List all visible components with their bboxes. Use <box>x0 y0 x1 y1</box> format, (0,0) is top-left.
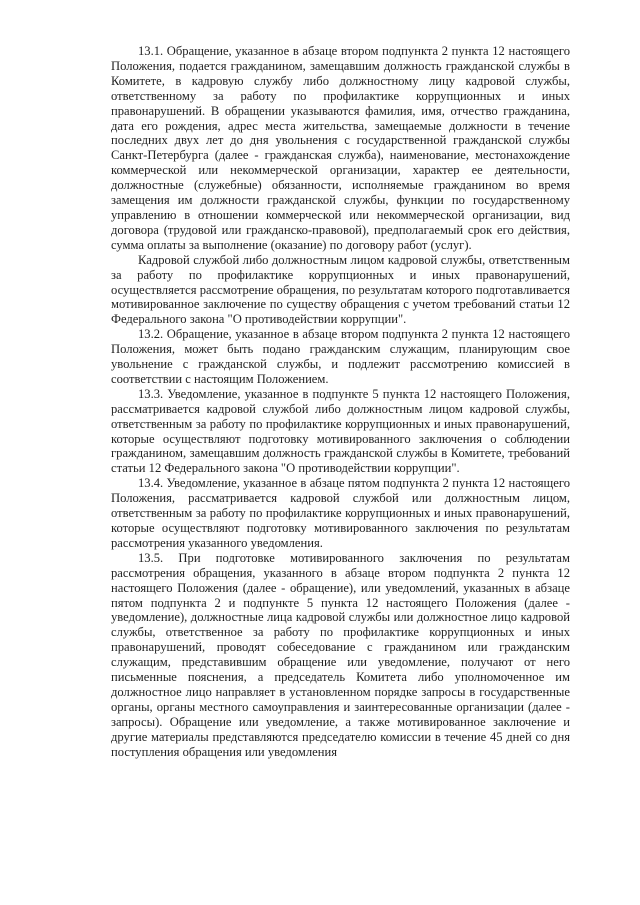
document-body <box>111 44 570 760</box>
paragraph-13-2: 13.2. Обращение, указанное в абзаце втором подпункта 2 пункта 12 настоящего Положения, может быть подано гражданским служащим, планирующим свое увольнение с гражданской службы, и подлежит рассмотрению комиссией в соответствии с настоящим Положением. <box>111 327 570 386</box>
paragraph-13-4: 13.4. Уведомление, указанное в абзаце пятом подпункта 2 пункта 12 настоящего Положения, рассматривается кадровой службой или должностным лицом, ответственным за работу по профилактике коррупционных и иных правонарушений, которые осуществляют подготовку мотивированного заключения по результатам рассмотрения указанного уведомления. <box>111 476 570 550</box>
paragraph-13-1: 13.1. Обращение, указанное в абзаце втором подпункта 2 пункта 12 настоящего Положения, подается гражданином, замещавшим должность гражданской службы в Комитете, в кадровую службу либо должностному лицу кадровой службы, ответственному за работу по профилактике коррупционных и иных правонарушений. В обращении указываются фамилия, имя, отчество гражданина, дата его рождения, адрес места жительства, замещаемые должности в течение последних двух лет до дня увольнения с государственной гражданской службы Санкт-Петербурга (далее - гражданская служба), наименование, местонахождение коммерческой или некоммерческой организации, характер ее деятельности, должностные (служебные) обязанности, исполняемые гражданином во время замещения им должности гражданской службы, функции по государственному управлению в отношении коммерческой или некоммерческой организации, вид договора (трудовой или гражданско-правовой), предполагаемый срок его действия, сумма оплаты за выполнение (оказание) по договору работ (услуг). <box>111 44 570 252</box>
paragraph-13-5: 13.5. При подготовке мотивированного заключения по результатам рассмотрения обращения, указанного в абзаце втором подпункта 2 пункта 12 настоящего Положения (далее - обращение), или уведомлений, указанных в абзаце пятом подпункта 2 и подпункте 5 пункта 12 настоящего Положения (далее - уведомление), должностные лица кадровой службы или должностное лицо кадровой службы, ответственное за работу по профилактике коррупционных и иных правонарушений, проводят собеседование с гражданином или гражданским служащим, представившим обращение или уведомление, получают от него письменные пояснения, а председатель Комитета либо уполномоченное им должностное лицо направляет в установленном порядке запросы в государственные органы, органы местного самоуправления и заинтересованные организации (далее - запросы). Обращение или уведомление, а также мотивированное заключение и другие материалы представляются председателю комиссии в течение 45 дней со дня поступления обращения или уведомления <box>111 550 570 759</box>
paragraph-13-1-continued: Кадровой службой либо должностным лицом кадровой службы, ответственным за работу по профилактике коррупционных и иных правонарушений, осуществляется рассмотрение обращения, по результатам которого подготавливается мотивированное заключение по существу обращения с учетом требований статьи 12 Федерального закона "О противодействии коррупции". <box>111 252 570 327</box>
paragraph-13-3: 13.3. Уведомление, указанное в подпункте 5 пункта 12 настоящего Положения, рассматривается кадровой службой либо должностным лицом кадровой службы, ответственным за работу по профилактике коррупционных и иных правонарушений, которые осуществляют подготовку мотивированного заключения о соблюдении гражданином, замещавшим должность гражданской службы в Комитете, требований статьи 12 Федерального закона "О противодействии коррупции". <box>111 386 570 476</box>
